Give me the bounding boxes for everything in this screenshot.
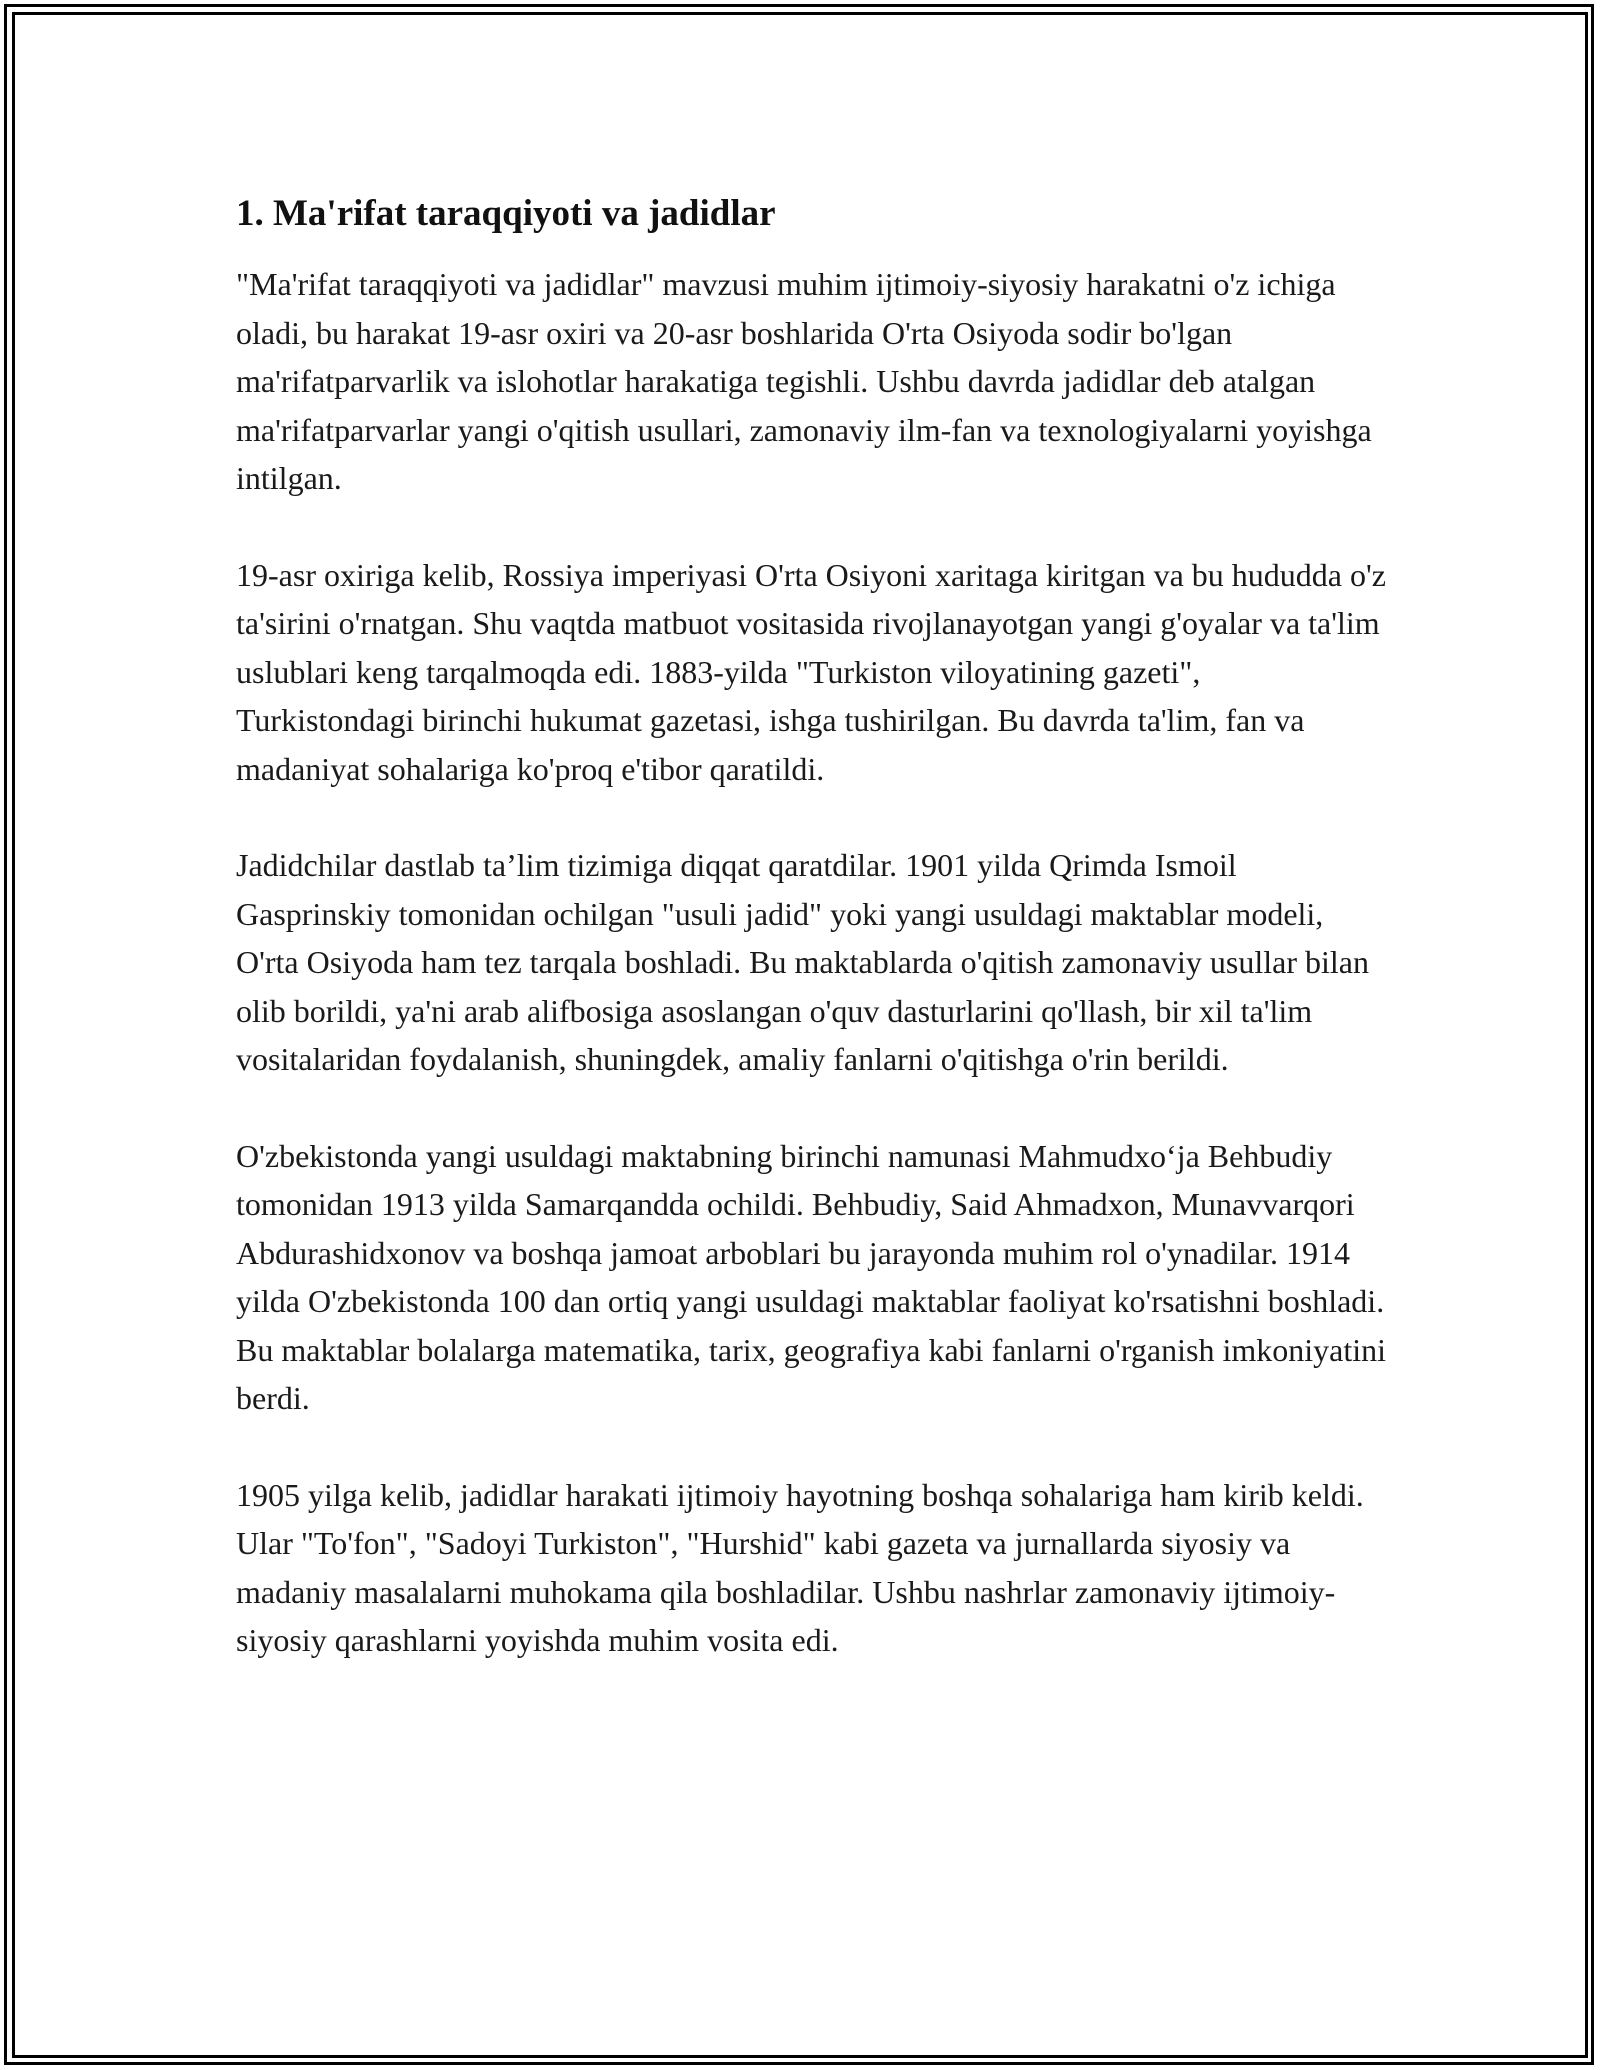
- paragraph-4: O'zbekistonda yangi usuldagi maktabning birinchi namunasi Mahmudxo‘ja Behbudiy tomonidan 1913 yilda Samarqandda ochildi. Behbudiy, Said Ahmadxon, Munavvarqori Abdurashidxonov va boshqa jamoat arboblari bu jarayonda muhim rol o'ynadilar. 1914 yilda O'zbekistonda 100 dan ortiq yangi usuldagi maktablar faoliyat ko'rsatishni boshladi. Bu maktablar bolalarga matematika, tarix, geografiya kabi fanlarni o'rganish imkoniyatini berdi.: [236, 1137, 1386, 1416]
- document-body: [236, 188, 1386, 1713]
- section-title: 1. Ma'rifat taraqqiyoti va jadidlar: [236, 193, 776, 234]
- paragraph-3: Jadidchilar dastlab ta’lim tizimiga diqqat qaratdilar. 1901 yilda Qrimda Ismoil Gasprinskiy tomonidan ochilgan "usuli jadid" yoki yangi usuldagi maktablar modeli, O'rta Osiyoda ham tez tarqala boshladi. Bu maktablarda o'qitish zamonaviy usullar bilan olib borildi, ya'ni arab alifbosiga asoslangan o'quv dasturlarini qo'llash, bir xil ta'lim vositalaridan foydalanish, shuningdek, amaliy fanlarni o'qitishga o'rin berildi.: [236, 847, 1369, 1077]
- paragraph-5: 1905 yilga kelib, jadidlar harakati ijtimoiy hayotning boshqa sohalariga ham kirib keldi. Ular "To'fon", "Sadoyi Turkiston", "Hurshid" kabi gazeta va jurnallarda siyosiy va madaniy masalalarni muhokama qila boshladilar. Ushbu nashrlar zamonaviy ijtimoiy-siyosiy qarashlarni yoyishda muhim vosita edi.: [236, 1476, 1364, 1658]
- paragraph-1: "Ma'rifat taraqqiyoti va jadidlar" mavzusi muhim ijtimoiy-siyosiy harakatni o'z ichiga oladi, bu harakat 19-asr oxiri va 20-asr boshlarida O'rta Osiyoda sodir bo'lgan ma'rifatparvarlik va islohotlar harakatiga tegishli. Ushbu davrda jadidlar deb atalgan ma'rifatparvarlar yangi o'qitish usullari, zamonaviy ilm-fan va texnologiyalarni yoyishga intilgan.: [236, 266, 1372, 496]
- paragraph-2: 19-asr oxiriga kelib, Rossiya imperiyasi O'rta Osiyoni xaritaga kiritgan va bu hududda o'z ta'sirini o'rnatgan. Shu vaqtda matbuot vositasida rivojlanayotgan yangi g'oyalar va ta'lim uslublari keng tarqalmoqda edi. 1883-yilda "Turkiston viloyatining gazeti", Turkistondagi birinchi hukumat gazetasi, ishga tushirilgan. Bu davrda ta'lim, fan va madaniyat sohalariga ko'proq e'tibor qaratildi.: [236, 556, 1386, 787]
